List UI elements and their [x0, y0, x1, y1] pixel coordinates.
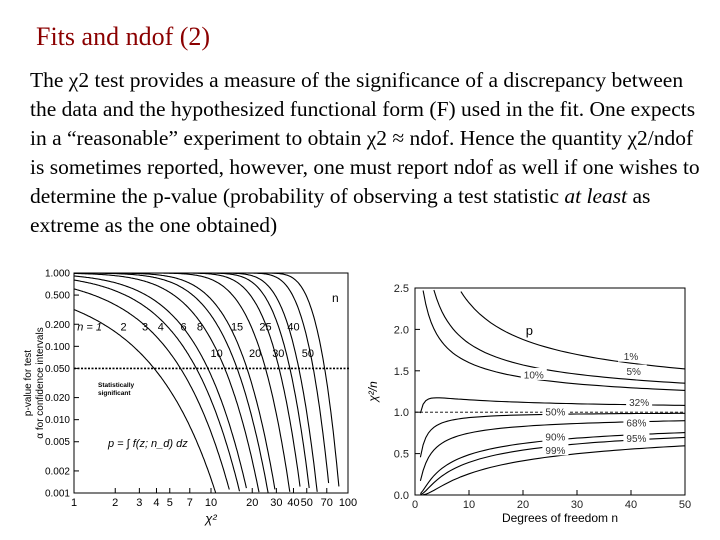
- y-tick-label: 0.500: [44, 290, 70, 302]
- curve-label: 8: [196, 321, 203, 334]
- x-tick-label: 50: [300, 497, 313, 509]
- curve-label: 1%: [623, 352, 639, 364]
- quantile-curve: [434, 290, 685, 383]
- chi2-per-ndof-chart: [365, 270, 695, 530]
- x-tick-label: 40: [287, 497, 300, 509]
- x-tick-label: 40: [624, 499, 638, 511]
- curve-label: 6: [180, 321, 187, 334]
- y-tick-label: 0.010: [44, 415, 70, 427]
- curve-label: 3: [141, 321, 149, 334]
- quantile-curve: [461, 292, 685, 369]
- body-text-part-1: The χ2 test provides a measure of the significance of a discrepancy between the data and the hypothesized functional form (F) used in the fit. One expects in a “reasonable” experiment to obtain χ2 ≈ ndof. Hence the quantity χ2/ndof is sometimes reported, however, one must report ndof as well if one wishes to determine the p-value (probability of observing a test statistic: [30, 68, 700, 208]
- pvalue-curve: [74, 273, 309, 488]
- x-tick-label: 7: [186, 497, 193, 509]
- stat-sig-label-1: Statistically: [98, 382, 135, 389]
- p-marker: p: [525, 323, 533, 339]
- y-tick-label: 0.100: [44, 341, 70, 353]
- pvalue-formula: p = ∫ f(z; n_d) dz: [108, 438, 188, 450]
- curve-label: 99%: [545, 445, 566, 457]
- pvalue-vs-chi2-chart: [18, 258, 363, 528]
- x-tick-label: 3: [136, 497, 143, 509]
- x-tick-label: 20: [516, 499, 530, 511]
- y-tick-label: 0.001: [44, 488, 70, 500]
- y-tick-label: 0.020: [44, 393, 70, 405]
- curve-label: n = 1: [77, 321, 103, 334]
- curve-label: 25: [259, 321, 272, 334]
- x-axis-label: χ²: [205, 511, 217, 526]
- pvalue-curve: [74, 310, 216, 493]
- curve-label: 50%: [545, 407, 566, 419]
- y-tick-label: 0.0: [393, 490, 409, 502]
- curve-label: 20: [249, 347, 262, 360]
- x-tick-label: 2: [112, 497, 119, 509]
- body-text-emphasis: at least: [564, 184, 628, 208]
- curve-label: 95%: [626, 434, 647, 446]
- curve-label: 68%: [626, 418, 647, 430]
- x-axis-label: Degrees of freedom n: [501, 511, 619, 525]
- y-tick-label: 1.5: [393, 365, 409, 378]
- x-tick-label: 30: [570, 499, 584, 511]
- y-tick-label: 0.200: [44, 319, 70, 331]
- curve-label: 2: [120, 321, 127, 334]
- y-tick-label: 0.005: [44, 437, 70, 449]
- curve-label: 90%: [545, 432, 566, 444]
- curve-label: 10: [210, 347, 223, 360]
- slide-title: Fits and ndof (2): [36, 22, 211, 51]
- stat-sig-label-2: significant: [98, 390, 131, 397]
- curve-label: 50: [301, 347, 315, 360]
- curve-label: 10%: [523, 370, 544, 382]
- y-axis-label-2: α for confidence intervals: [35, 327, 46, 439]
- x-tick-label: 10: [462, 499, 476, 511]
- x-tick-label: 1: [70, 497, 78, 509]
- x-tick-label: 30: [270, 497, 283, 509]
- x-tick-label: 10: [204, 497, 218, 509]
- curve-label: 4: [157, 321, 164, 334]
- body-paragraph: [30, 66, 710, 240]
- n-marker: n: [332, 291, 339, 305]
- x-tick-label: 100: [338, 497, 358, 509]
- plot-frame: [415, 288, 685, 495]
- pvalue-curve: [74, 273, 339, 486]
- x-tick-label: 50: [678, 499, 692, 511]
- x-tick-label: 0: [411, 499, 419, 511]
- curve-label: 32%: [629, 397, 650, 409]
- body-text-part-2: as extreme as the one obtained): [30, 184, 651, 237]
- y-tick-label: 2.5: [393, 283, 409, 295]
- x-tick-label: 20: [246, 497, 259, 509]
- curve-label: 40: [287, 321, 300, 334]
- x-tick-label: 5: [166, 497, 173, 509]
- y-tick-label: 0.050: [44, 363, 70, 375]
- x-tick-label: 4: [153, 497, 160, 509]
- curve-label: 30: [272, 347, 285, 360]
- y-axis-label-1: p-value for test: [23, 349, 34, 417]
- curve-label: 15: [230, 321, 244, 334]
- y-axis-label: χ²/n: [366, 381, 380, 402]
- y-tick-label: 0.002: [44, 466, 70, 478]
- y-tick-label: 1.0: [393, 407, 409, 420]
- y-tick-label: 0.5: [393, 448, 409, 461]
- curve-label: 5%: [626, 367, 641, 379]
- y-tick-label: 2.0: [393, 324, 409, 337]
- y-tick-label: 1.000: [44, 268, 70, 280]
- x-tick-label: 70: [320, 497, 333, 509]
